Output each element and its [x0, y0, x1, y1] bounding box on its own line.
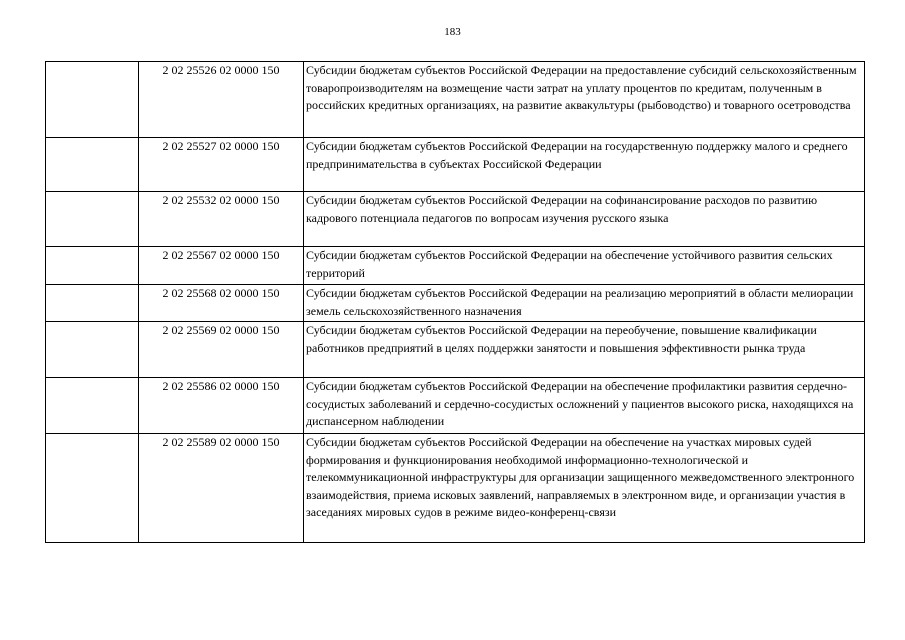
table-row	[46, 322, 865, 378]
description-cell: Субсидии бюджетам субъектов Российской Федерации на переобучение, повышение квалификации работников предприятий в целях поддержки занятости и повышения эффективности рынка труда	[304, 322, 865, 378]
budget-code-cell: 2 02 25569 02 0000 150	[139, 322, 304, 378]
description-cell: Субсидии бюджетам субъектов Российской Федерации на предоставление субсидий сельскохозяйственным товаропроизводителям на возмещение части затрат на уплату процентов по кредитам, полученным в российских кредитных организациях, на развитие аквакультуры (рыбоводство) и товарного осетроводства	[304, 62, 865, 138]
empty-cell	[46, 434, 139, 543]
description-cell: Субсидии бюджетам субъектов Российской Федерации на обеспечение профилактики развития сердечно-сосудистых заболеваний и сердечно-сосудистых осложнений у пациентов высокого риска, находящихся на диспансерном наблюдении	[304, 378, 865, 434]
table-row	[46, 434, 865, 543]
page-number: 183	[444, 26, 461, 38]
empty-cell	[46, 138, 139, 192]
table-row	[46, 192, 865, 247]
budget-code-cell: 2 02 25532 02 0000 150	[139, 192, 304, 247]
description-cell: Субсидии бюджетам субъектов Российской Федерации на софинансирование расходов по развитию кадрового потенциала педагогов по вопросам изучения русского языка	[304, 192, 865, 247]
table-row	[46, 62, 865, 138]
budget-codes-table	[45, 61, 865, 543]
budget-code-cell: 2 02 25527 02 0000 150	[139, 138, 304, 192]
budget-code-cell: 2 02 25526 02 0000 150	[139, 62, 304, 138]
table-row	[46, 285, 865, 322]
budget-code-cell: 2 02 25586 02 0000 150	[139, 378, 304, 434]
budget-code-cell: 2 02 25589 02 0000 150	[139, 434, 304, 543]
empty-cell	[46, 192, 139, 247]
description-cell: Субсидии бюджетам субъектов Российской Федерации на обеспечение устойчивого развития сельских территорий	[304, 247, 865, 285]
empty-cell	[46, 247, 139, 285]
table-row	[46, 138, 865, 192]
description-cell: Субсидии бюджетам субъектов Российской Федерации на обеспечение на участках мировых судей формирования и функционирования необходимой информационно-технологической и телекоммуникационной инфраструктуры для организации защищенного межведомственного электронного взаимодействия, приема исковых заявлений, направляемых в электронном виде, и организации участия в заседаниях мировых судов в режиме видео-конференц-связи	[304, 434, 865, 543]
description-cell: Субсидии бюджетам субъектов Российской Федерации на государственную поддержку малого и среднего предпринимательства в субъектах Российской Федерации	[304, 138, 865, 192]
budget-code-cell: 2 02 25568 02 0000 150	[139, 285, 304, 322]
budget-code-cell: 2 02 25567 02 0000 150	[139, 247, 304, 285]
table-row	[46, 247, 865, 285]
empty-cell	[46, 285, 139, 322]
empty-cell	[46, 378, 139, 434]
description-cell: Субсидии бюджетам субъектов Российской Федерации на реализацию мероприятий в области мелиорации земель сельскохозяйственного назначения	[304, 285, 865, 322]
empty-cell	[46, 62, 139, 138]
table-row	[46, 378, 865, 434]
empty-cell	[46, 322, 139, 378]
